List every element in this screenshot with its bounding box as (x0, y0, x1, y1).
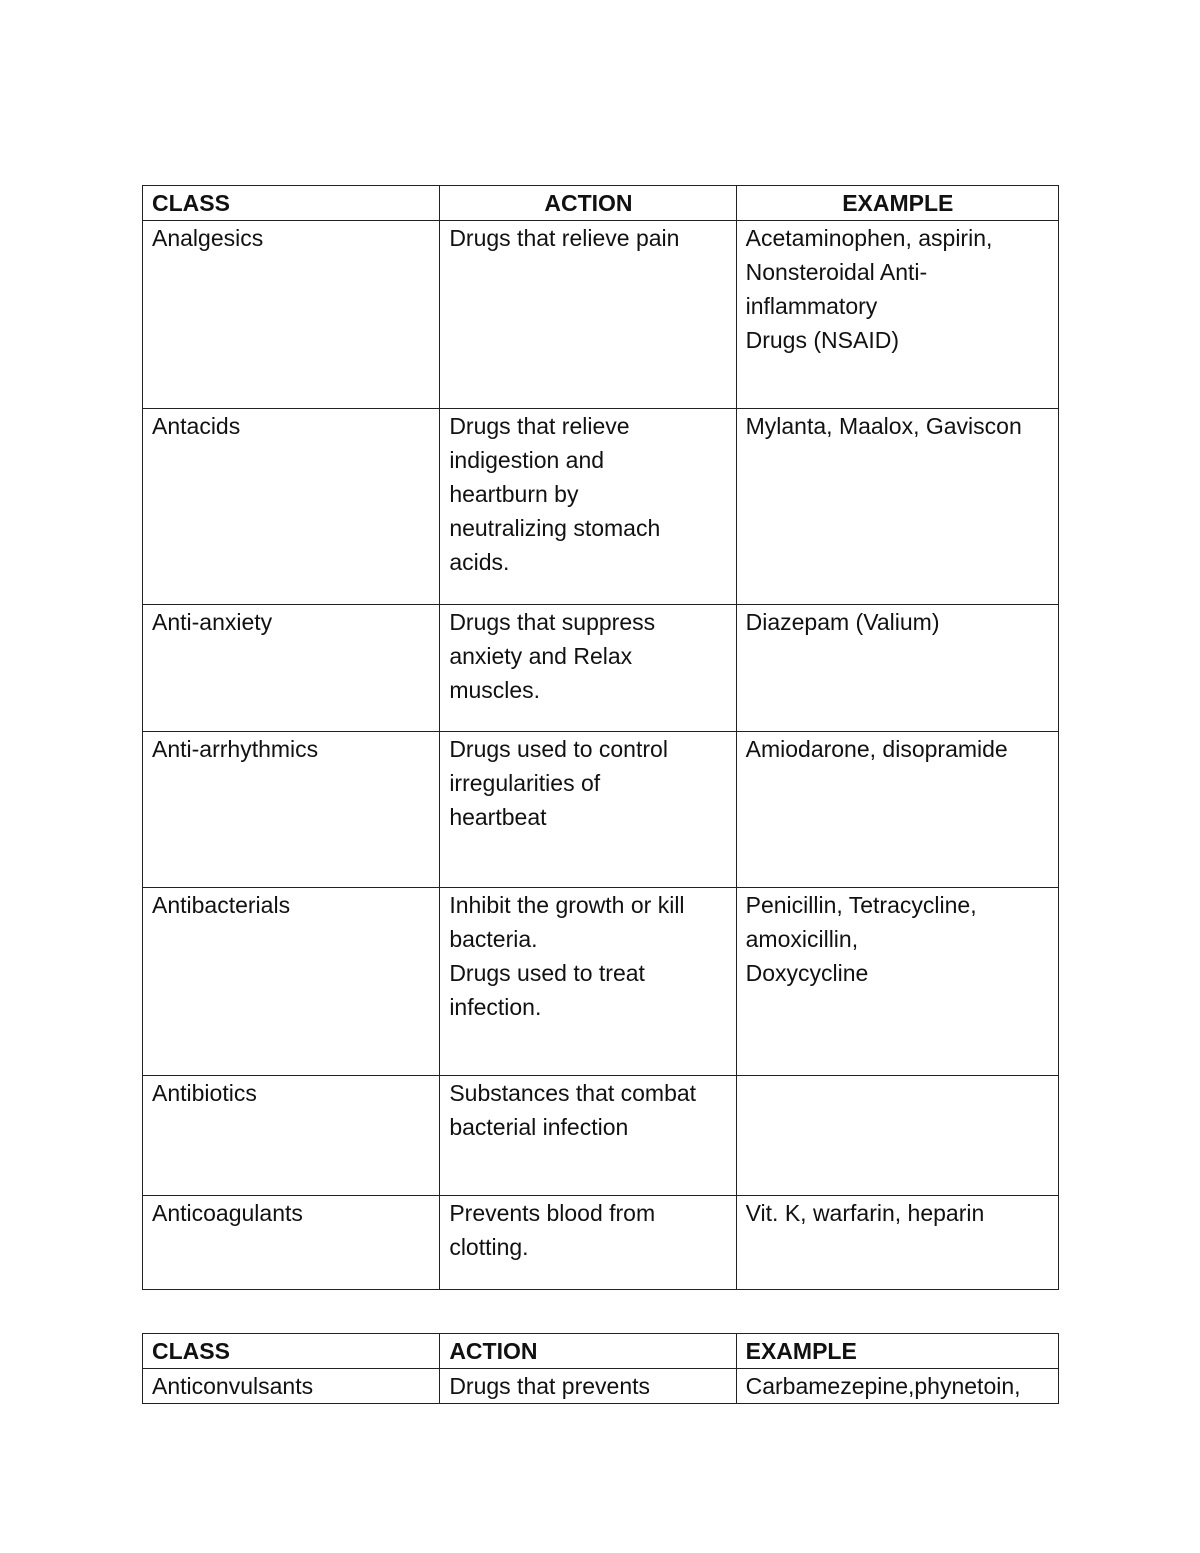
action-line: irregularities of (449, 770, 601, 796)
table-header-row (143, 1334, 1059, 1369)
example-line: Doxycycline (745, 960, 869, 986)
class-cell: Antacids (143, 409, 440, 605)
action-line: Drugs that relieve (449, 413, 630, 439)
action-cell (440, 221, 736, 409)
header-action: ACTION (440, 1334, 736, 1369)
drug-class-table-continued (142, 1333, 1059, 1404)
action-line: acids. (449, 549, 510, 575)
example-line: Diazepam (Valium) (745, 609, 940, 635)
action-line: Prevents blood from (449, 1200, 656, 1226)
header-example: EXAMPLE (736, 1334, 1058, 1369)
header-class: CLASS (143, 186, 440, 221)
table-row (143, 409, 1059, 605)
action-line: indigestion and (449, 447, 605, 473)
action-line: bacterial infection (449, 1114, 629, 1140)
example-line: Amiodarone, disopramide (745, 736, 1008, 762)
drug-class-table (142, 185, 1059, 1290)
class-cell: Analgesics (143, 221, 440, 409)
table-row (143, 888, 1059, 1076)
example-line: amoxicillin, (745, 926, 859, 952)
example-cell (736, 221, 1058, 409)
action-line: Substances that combat (449, 1080, 697, 1106)
action-cell (440, 605, 736, 732)
action-line: bacteria. (449, 926, 538, 952)
example-line: Vit. K, warfarin, heparin (745, 1200, 985, 1226)
example-cell (736, 409, 1058, 605)
action-line: infection. (449, 994, 542, 1020)
table-row (143, 1369, 1059, 1404)
action-cell (440, 732, 736, 888)
action-line: Drugs that relieve pain (449, 225, 680, 251)
table-row (143, 1076, 1059, 1196)
table-row (143, 605, 1059, 732)
example-cell (736, 888, 1058, 1076)
class-cell: Anti-arrhythmics (143, 732, 440, 888)
class-cell: Antibiotics (143, 1076, 440, 1196)
header-example: EXAMPLE (736, 186, 1058, 221)
example-line: Penicillin, Tetracycline, (745, 892, 977, 918)
example-cell (736, 1369, 1058, 1404)
example-cell (736, 1196, 1058, 1290)
action-cell (440, 1196, 736, 1290)
example-cell (736, 1076, 1058, 1196)
class-cell: Anticoagulants (143, 1196, 440, 1290)
action-line: Drugs used to treat (449, 960, 645, 986)
action-cell (440, 409, 736, 605)
example-cell (736, 732, 1058, 888)
example-line: Nonsteroidal Anti- (745, 259, 928, 285)
action-line: heartburn by (449, 481, 579, 507)
example-line: inflammatory (745, 293, 878, 319)
example-line: Mylanta, Maalox, Gaviscon (745, 413, 1022, 439)
action-line: muscles. (449, 677, 541, 703)
action-line: Drugs that suppress (449, 609, 656, 635)
header-action: ACTION (440, 186, 736, 221)
action-line: anxiety and Relax (449, 643, 633, 669)
example-line: Acetaminophen, aspirin, (745, 225, 993, 251)
example-line: Drugs (NSAID) (745, 327, 899, 353)
class-cell: Anticonvulsants (143, 1369, 440, 1404)
table-row (143, 1196, 1059, 1290)
example-line: Carbamezepine,phynetoin, (745, 1373, 1021, 1399)
action-cell (440, 1369, 736, 1404)
action-line: neutralizing stomach (449, 515, 661, 541)
header-class: CLASS (143, 1334, 440, 1369)
table-header-row (143, 186, 1059, 221)
table-row (143, 221, 1059, 409)
action-cell (440, 888, 736, 1076)
action-line: Inhibit the growth or kill (449, 892, 685, 918)
action-cell (440, 1076, 736, 1196)
action-line: heartbeat (449, 804, 547, 830)
class-cell: Antibacterials (143, 888, 440, 1076)
action-line: Drugs used to control (449, 736, 668, 762)
action-line: clotting. (449, 1234, 529, 1260)
class-cell: Anti-anxiety (143, 605, 440, 732)
table-row (143, 732, 1059, 888)
example-cell (736, 605, 1058, 732)
action-line: Drugs that prevents (449, 1373, 651, 1399)
